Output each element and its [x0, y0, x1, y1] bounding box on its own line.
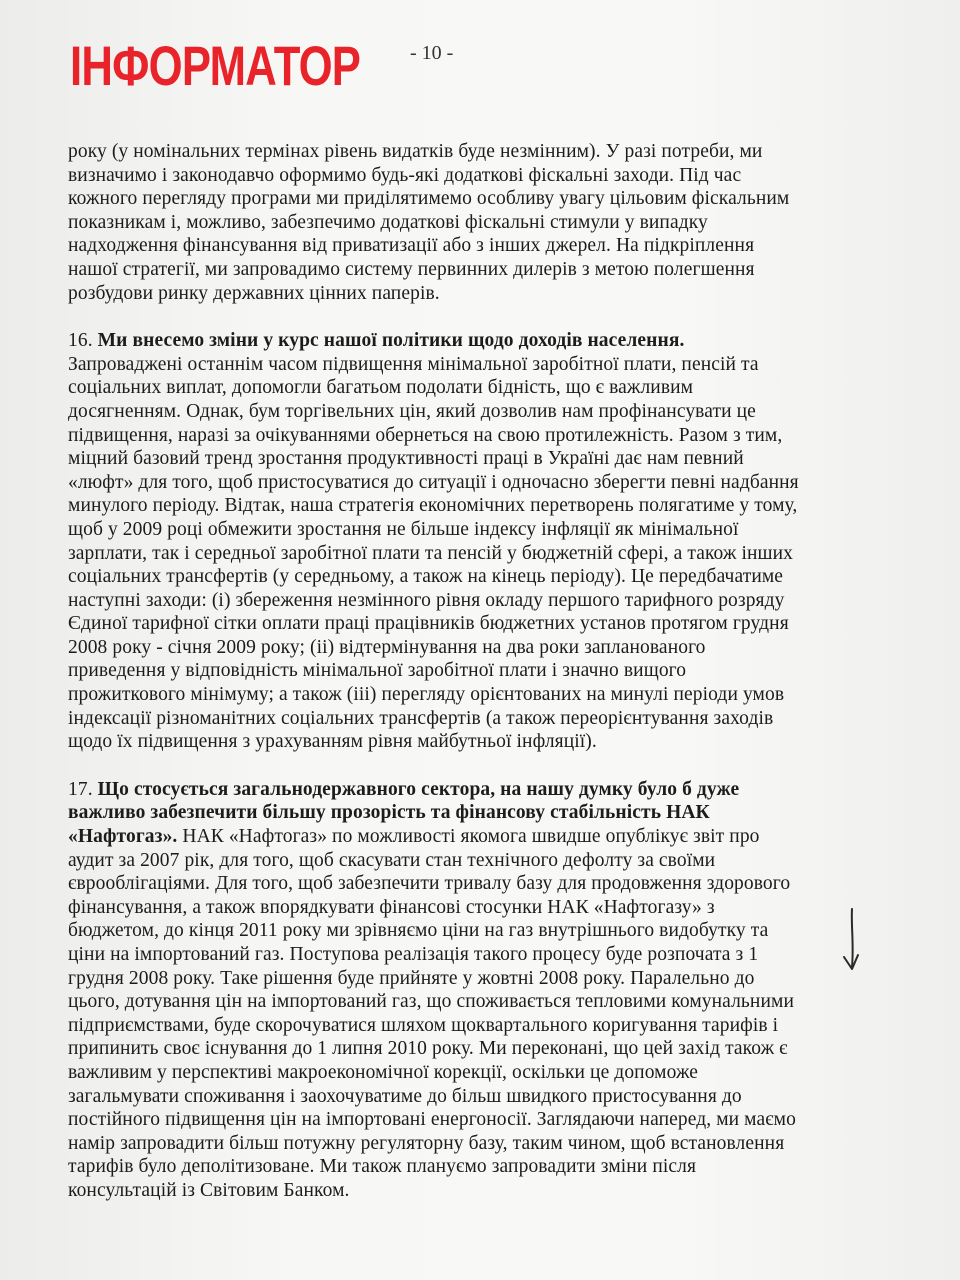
text-line: важливим у перспективі макроекономічної корекції, оскільки це допоможе [68, 1061, 699, 1083]
text-run: НАК «Нафтогаз» по можливості якомога швидше опублікує звіт про [177, 826, 760, 848]
text-line: єврооблігаціями. Для того, щоб забезпечити тривалу базу для продовження здорового [68, 873, 791, 895]
text-line: року (у номінальних термінах рівень видатків буде незмінним). У разі потреби, ми [68, 141, 763, 162]
heading-text: Ми внесемо зміни у курс нашої політики щодо доходів населення. [97, 330, 685, 352]
text-line: загальмувати споживання і заохочуватиме до більш швидкого пристосування до [68, 1085, 742, 1107]
paragraph-intro [68, 140, 848, 305]
text-line: приведення у відповідність мінімальної заробітної плати і значно вищого [68, 660, 687, 682]
text-line: соціальних виплат, допомогли багатьом подолати бідність, що є важливим [68, 377, 694, 399]
paragraph-heading [68, 329, 848, 353]
text-line: фінансування, а також впорядкувати фінансові стосунки НАК «Нафтогазу» з [68, 896, 715, 918]
paragraph-heading [68, 778, 848, 802]
handwritten-arrow-icon [838, 905, 866, 975]
page-number: - 10 - [410, 42, 454, 64]
text-line: надходження фінансування від приватизації або з інших джерел. На підкріплення [68, 235, 755, 257]
text-line: щодо їх підвищення з урахуванням рівня майбутньої інфляції). [68, 731, 597, 753]
text-line: кожного перегляду програми ми приділятимемо особливу увагу цільовим фіскальним [68, 188, 790, 210]
paragraph-number: 17. [68, 778, 93, 800]
text-line: Єдиної тарифної сітки оплати праці працівників бюджетних установ протягом грудня [68, 613, 789, 635]
heading-text: Що стосується загальнодержавного сектора, на нашу думку було б дуже [97, 778, 740, 800]
text-line: підприємствами, буде скорочуватися шляхом щоквартального коригування тарифів і [68, 1014, 779, 1036]
text-line: індексації різноманітних соціальних трансфертів (а також переорієнтування заходів [68, 707, 774, 729]
text-line: аудит за 2007 рік, для того, щоб скасувати стан технічного дефолту за своїми [68, 849, 716, 871]
text-line: визначимо і законодавчо оформимо будь-які додаткові фіскальні заходи. Під час [68, 164, 742, 186]
text-line: постійного підвищення цін на імпортовані енергоносії. Заглядаючи наперед, ми маємо [68, 1109, 796, 1131]
logo: ІНФОРМАТОР [70, 34, 361, 97]
text-line: нашої стратегії, ми запровадимо систему первинних дилерів з метою полегшення [68, 258, 755, 280]
text-line: досягненням. Однак, бум торгівельних цін, який дозволив нам профінансувати це [68, 400, 756, 422]
text-line: грудня 2008 року. Таке рішення буде прийняте у жовтні 2008 року. Паралельно до [68, 967, 755, 989]
text-line [68, 825, 848, 849]
text-line: «люфт» для того, щоб пристосуватися до ситуації і одночасно зберегти певні надбання [68, 471, 799, 493]
text-line: соціальних трансфертів (у середньому, а також на кінець періоду). Це передбачатиме [68, 566, 784, 588]
paragraph-number: 16. [68, 330, 93, 352]
text-line: намір запровадити більш потужну регуляторну базу, таким чином, щоб встановлення [68, 1132, 785, 1154]
text-line: розбудови ринку державних цінних паперів. [68, 282, 440, 304]
text-line: Запроваджені останнім часом підвищення мінімальної заробітної плати, пенсій та [68, 353, 759, 375]
text-line: показникам і, можливо, забезпечимо додаткові фіскальні стимули у випадку [68, 211, 708, 233]
text-line: тарифів було деполітизоване. Ми також плануємо запровадити зміни після [68, 1156, 697, 1178]
heading-text: важливо забезпечити більшу прозорість та фінансову стабільність НАК [68, 802, 710, 824]
text-line: підвищення, наразі за очікуваннями обернеться на свою протилежність. Разом з тим, [68, 424, 783, 446]
text-line: зарплати, так і середньої заробітної плати та пенсій у бюджетній сфері, а також інших [68, 542, 794, 564]
text-line: консультацій із Світовим Банком. [68, 1179, 350, 1201]
heading-text: «Нафтогаз». [68, 826, 178, 848]
paragraph-17 [68, 778, 848, 1203]
text-line: ціни на імпортований газ. Поступова реалізація такого процесу буде розпочата з 1 [68, 944, 759, 965]
text-line: бюджетом, до кінця 2011 року ми зрівняємо ціни на газ внутрішнього видобутку та [68, 920, 769, 942]
document-body [68, 140, 848, 1203]
text-line: міцний базовий тренд зростання продуктивності праці в Україні дає нам певний [68, 448, 744, 470]
paragraph-16 [68, 329, 848, 754]
text-line: прожиткового мінімуму; а також (ііі) перегляду орієнтованих на минулі періоди умов [68, 684, 785, 706]
text-line: цього, дотування цін на імпортований газ, що споживається тепловими комунальними [68, 991, 794, 1013]
text-line: минулого періоду. Відтак, наша стратегія економічних перетворень полягатиме у тому, [68, 495, 798, 517]
text-line: припинить своє існування до 1 липня 2010 року. Ми переконані, що цей захід також є [68, 1038, 788, 1060]
text-line: щоб у 2009 році обмежити зростання не більше індексу інфляції як мінімальної [68, 518, 739, 540]
text-line: наступні заходи: (і) збереження незмінного рівня окладу першого тарифного розряду [68, 589, 785, 611]
text-line: 2008 року - січня 2009 року; (іі) відтермінування на два роки запланованого [68, 636, 706, 658]
